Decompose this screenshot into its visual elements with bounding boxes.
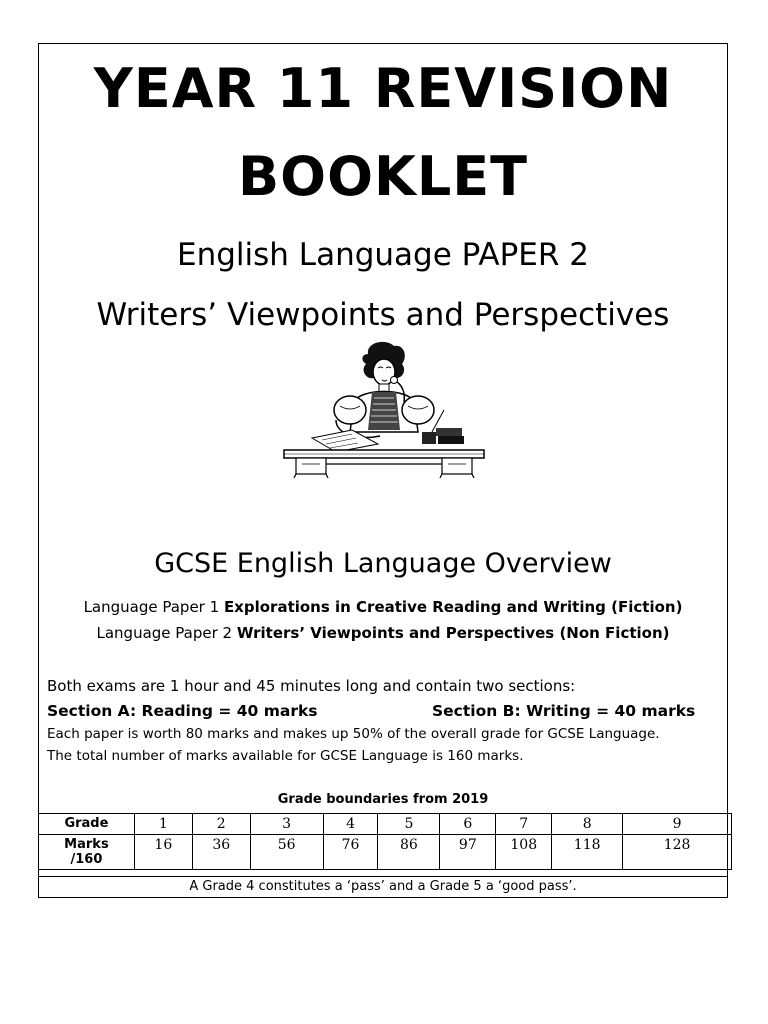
topic-subtitle: Writers’ Viewpoints and Perspectives: [96, 297, 670, 333]
marks-cell: 86: [378, 835, 440, 870]
grade-cell: 8: [552, 814, 623, 835]
booklet-title-line-2: BOOKLET: [238, 145, 528, 208]
marks-cell: 108: [496, 835, 552, 870]
marks-cell: 56: [250, 835, 323, 870]
paper-subtitle: English Language PAPER 2: [177, 237, 589, 273]
paper-2-prefix: Language Paper 2: [96, 624, 237, 642]
marks-cell: 16: [134, 835, 192, 870]
booklet-title-line-1: YEAR 11 REVISION: [93, 57, 673, 120]
paper-worth-text: Each paper is worth 80 marks and makes up 50% of the overall grade for GCSE Language.: [47, 726, 660, 742]
paper-1-prefix: Language Paper 1: [83, 598, 224, 616]
marks-cell: 118: [552, 835, 623, 870]
pass-grade-note: A Grade 4 constitutes a ‘pass’ and a Grade 5 a ‘good pass’.: [38, 876, 728, 898]
marks-total-label: /160: [70, 852, 103, 867]
grade-cell: 7: [496, 814, 552, 835]
grade-boundaries-heading: Grade boundaries from 2019: [277, 792, 489, 807]
marks-cell: 76: [323, 835, 378, 870]
overview-heading: GCSE English Language Overview: [154, 548, 612, 579]
grade-boundaries-table: [38, 813, 732, 870]
paper-1-line: [38, 598, 728, 616]
grade-cell: 9: [623, 814, 732, 835]
grade-cell: 6: [440, 814, 496, 835]
marks-label: Marks: [64, 837, 109, 852]
woman-writing-at-desk-icon: [282, 340, 486, 478]
section-a-text: Section A: Reading = 40 marks: [47, 702, 318, 720]
grade-row: [39, 814, 732, 835]
marks-row-label: [39, 835, 135, 870]
grade-cell: 3: [250, 814, 323, 835]
grade-cell: 5: [378, 814, 440, 835]
marks-cell: 36: [192, 835, 250, 870]
marks-row: [39, 835, 732, 870]
total-marks-text: The total number of marks available for GCSE Language is 160 marks.: [47, 748, 524, 764]
grade-cell: 2: [192, 814, 250, 835]
grade-row-label: Grade: [39, 814, 135, 835]
marks-cell: 97: [440, 835, 496, 870]
paper-2-line: [38, 624, 728, 642]
grade-cell: 1: [134, 814, 192, 835]
section-b-text: Section B: Writing = 40 marks: [432, 702, 696, 720]
grade-cell: 4: [323, 814, 378, 835]
marks-cell: 128: [623, 835, 732, 870]
paper-1-title: Explorations in Creative Reading and Writing (Fiction): [223, 598, 683, 616]
paper-2-title: Writers’ Viewpoints and Perspectives (Non Fiction): [236, 624, 670, 642]
exam-info-text: Both exams are 1 hour and 45 minutes long and contain two sections:: [47, 677, 576, 695]
